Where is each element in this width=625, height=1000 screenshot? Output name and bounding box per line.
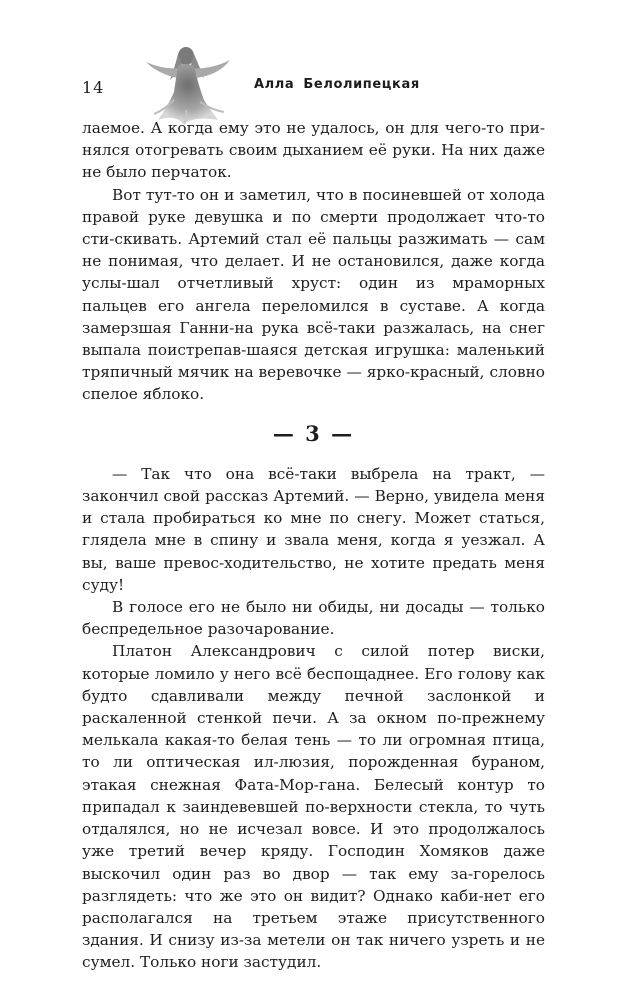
paragraph: лаемое. А когда ему это не удалось, он для чего-то при-нялся отогревать своим дыханием её руки. На них даже не было перчаток. bbox=[82, 119, 545, 182]
header-author: Алла Белолипецкая bbox=[254, 77, 420, 92]
body-text bbox=[82, 117, 545, 974]
section-number: — 3 — bbox=[272, 420, 355, 446]
paragraph: Вот тут-то он и заметил, что в посиневшей от холода правой руке девушка и по смерти продолжает что-то сти-скивать. Артемий стал её пальцы разжимать — сам не понимая, что делает. И не остановился, даже когда услы-шал отчетливый хруст: один из мраморных пальцев его ангела переломился в суставе. А когда замерзшая Ганни-на рука всё-таки разжалась, на снег выпала поистрепав-шаяся детская игрушка: маленький тряпичный мячик на веревочке — ярко-красный, словно спелое яблоко. bbox=[82, 185, 545, 404]
paragraph: — Так что она всё-таки выбрела на тракт, — закончил свой рассказ Артемий. — Верно, увидела меня и стала пробираться ко мне по снегу. Может статься, глядела мне в спину и звала меня, когда я уезжал. А вы, ваше превос-ходительство, не хотите предать меня суду! bbox=[82, 464, 545, 594]
paragraph: В голосе его не было ни обиды, ни досады — только беспредельное разочарование. bbox=[82, 598, 545, 639]
page-number: 14 bbox=[82, 78, 105, 97]
paragraph: Платон Александрович с силой потер виски, которые ломило у него всё беспощаднее. Его голову как будто сдавливали между печной заслонкой и раскаленной стенкой печи. А за окном по-прежнему мелькала какая-то белая тень — то ли огромная птица, то ли оптическая ил-люзия, порожденная бураном, этакая снежная Фата-Мор-гана. Белесый контур то припадал к заиндевевшей по-верхности стекла, то чуть отдалялся, но не исчезал вовсе. И это продолжалось уже третий вечер кряду. Господин Хомяков даже выскочил один раз во двор — так ему за-горелось разглядеть: что же это он видит? Однако каби-нет его располагался на третьем этаже присутственного здания. И снизу из-за метели он так ничего узреть и не сумел. Только ноги застудил. bbox=[82, 642, 545, 972]
ghost-figure-icon bbox=[134, 40, 244, 125]
